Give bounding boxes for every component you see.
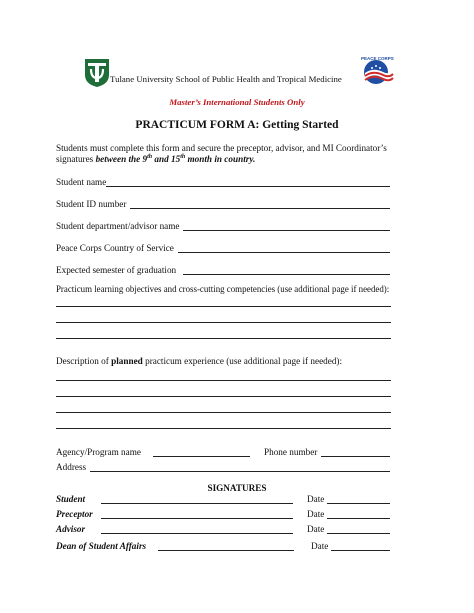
signature-advisor-date-label: Date (307, 524, 325, 534)
signature-student-date-label: Date (307, 494, 325, 504)
description-line-2[interactable] (56, 396, 391, 397)
agency-label: Agency/Program name (56, 447, 141, 457)
signature-preceptor-date-line[interactable] (327, 518, 390, 519)
intro-sup-b: th (180, 153, 186, 160)
signature-preceptor-date-label: Date (307, 509, 325, 519)
description-line-4[interactable] (56, 428, 391, 429)
peace-corps-logo-text: PEACE CORPS (361, 56, 394, 61)
form-title: PRACTICUM FORM A: Getting Started (135, 119, 339, 131)
intro-emph-a: between the 9 (95, 154, 148, 164)
signature-dean-date-label: Date (311, 541, 329, 551)
field-graduation-input[interactable] (183, 274, 390, 275)
signature-student-date-line[interactable] (327, 503, 390, 504)
signature-advisor-date-line[interactable] (327, 533, 390, 534)
institution-name: Tulane University School of Public Health and Tropical Medicine (110, 74, 342, 84)
intro-sup-a: th (147, 153, 153, 160)
field-student-id-label: Student ID number (56, 199, 127, 209)
intro-line-2 (56, 154, 255, 165)
field-student-id-input[interactable] (130, 208, 390, 209)
signature-preceptor-line[interactable] (101, 518, 293, 519)
objectives-label: Practicum learning objectives and cross-cutting competencies (use additional page if needed): (56, 284, 390, 294)
address-input[interactable] (90, 471, 390, 472)
field-department-label: Student department/advisor name (56, 221, 180, 231)
peace-corps-logo (359, 56, 395, 86)
description-prefix: Description of (56, 356, 112, 366)
intro-emph-b: and 15 (152, 154, 181, 164)
description-line-3[interactable] (56, 412, 391, 413)
field-country-label: Peace Corps Country of Service (56, 243, 174, 253)
field-student-name-input[interactable] (106, 186, 390, 187)
objectives-line-2[interactable] (56, 322, 391, 323)
signature-preceptor-label: Preceptor (56, 509, 93, 519)
signature-dean-label: Dean of Student Affairs (56, 541, 147, 551)
intro-line-1: Students must complete this form and secure the preceptor, advisor, and MI Coordinator’s (56, 143, 387, 153)
phone-input[interactable] (321, 456, 390, 457)
signature-student-line[interactable] (101, 503, 293, 504)
tulane-shield-icon (84, 58, 110, 88)
description-emph: planned (111, 356, 143, 366)
agency-input[interactable] (153, 456, 250, 457)
signatures-heading: SIGNATURES (207, 483, 267, 493)
objectives-line-3[interactable] (56, 338, 391, 339)
notice-text: Master’s International Students Only (169, 97, 305, 107)
phone-label: Phone number (264, 447, 318, 457)
field-student-name-label: Student name (56, 177, 107, 187)
description-suffix: practicum experience (use additional page if needed): (142, 356, 343, 366)
signature-advisor-label: Advisor (56, 524, 86, 534)
objectives-line-1[interactable] (56, 306, 391, 307)
tulane-logo (84, 58, 110, 88)
intro-prefix: signatures (56, 154, 96, 164)
description-label (56, 356, 342, 367)
address-label: Address (56, 462, 87, 472)
signature-dean-line[interactable] (158, 550, 294, 551)
field-graduation-label: Expected semester of graduation (56, 265, 177, 275)
field-department-input[interactable] (183, 230, 390, 231)
signature-student-label: Student (56, 494, 86, 504)
intro-emph-c: month in country. (185, 154, 256, 164)
field-country-input[interactable] (178, 252, 390, 253)
description-line-1[interactable] (56, 380, 391, 381)
signature-dean-date-line[interactable] (331, 550, 390, 551)
signature-advisor-line[interactable] (101, 533, 293, 534)
